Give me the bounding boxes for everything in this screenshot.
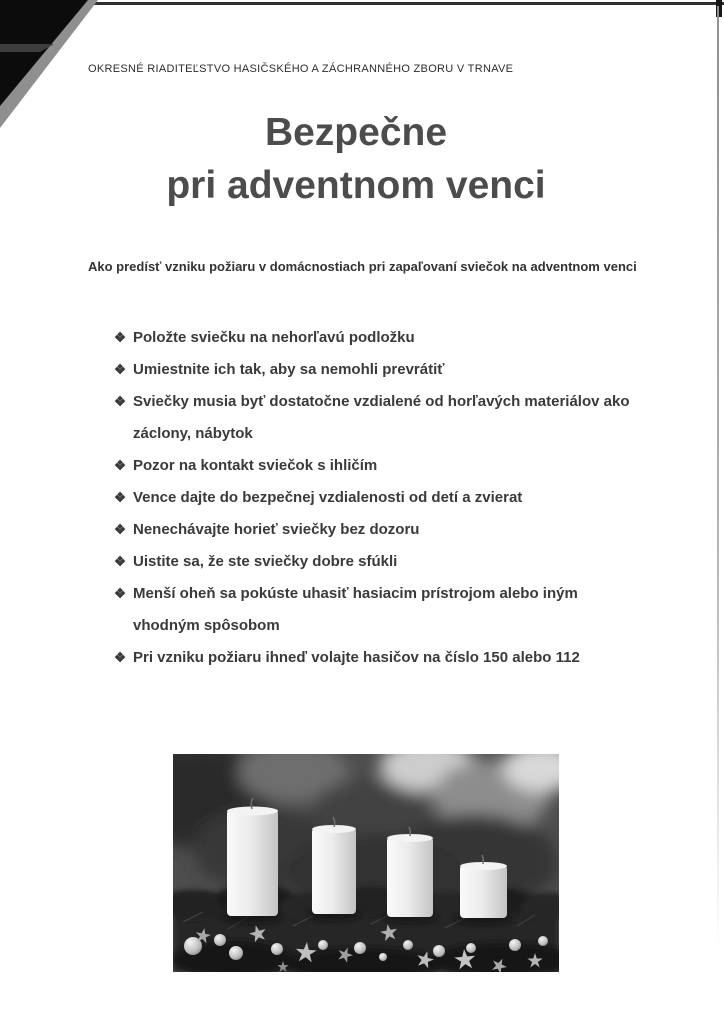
list-item [114, 546, 630, 578]
page-title [0, 106, 712, 212]
diamond-bullet-icon: ❖ [114, 458, 127, 473]
organization-header: OKRESNÉ RIADITEĽSTVO HASIČSKÉHO A ZÁCHRANNÉHO ZBORU V TRNAVE [88, 63, 514, 75]
candle-2 [312, 817, 356, 914]
diamond-bullet-icon: ❖ [114, 394, 127, 409]
list-item [114, 578, 630, 642]
candle-1 [227, 798, 278, 916]
list-item [114, 450, 630, 482]
list-item-text: Umiestnite ich tak, aby sa nemohli prevrátiť [133, 361, 445, 378]
scan-right-edge-line [717, 6, 719, 950]
diamond-bullet-icon: ❖ [114, 330, 127, 345]
advent-wreath-photo [173, 754, 559, 972]
diamond-bullet-icon: ❖ [114, 650, 127, 665]
diamond-bullet-icon: ❖ [114, 522, 127, 537]
diamond-bullet-icon: ❖ [114, 554, 127, 569]
diamond-bullet-icon: ❖ [114, 490, 127, 505]
list-item-text: Pri vzniku požiaru ihneď volajte hasičov na číslo 150 alebo 112 [133, 649, 580, 666]
list-item-text: Vence dajte do bezpečnej vzdialenosti od detí a zvierat [133, 489, 523, 506]
subtitle: Ako predísť vzniku požiaru v domácnostiach pri zapaľovaní sviečok na adventnom venci [88, 259, 637, 274]
list-item [114, 322, 630, 354]
safety-tips-list [114, 322, 630, 674]
list-item-text: Pozor na kontakt sviečok s ihličím [133, 457, 378, 474]
list-item-text: Nenechávajte horieť sviečky bez dozoru [133, 521, 420, 538]
list-item-text: Položte sviečku na nehorľavú podložku [133, 329, 415, 346]
list-item [114, 482, 630, 514]
scan-top-edge-line [0, 2, 724, 5]
list-item-text: Menší oheň sa pokúste uhasiť hasiacim prístrojom alebo iným vhodným spôsobom [133, 585, 578, 634]
list-item [114, 514, 630, 546]
diamond-bullet-icon: ❖ [114, 362, 127, 377]
diamond-bullet-icon: ❖ [114, 586, 127, 601]
advent-wreath-photo-graphic [173, 754, 559, 972]
list-item-text: Sviečky musia byť dostatočne vzdialené od horľavých materiálov ako záclony, nábytok [133, 393, 630, 442]
list-item-text: Uistite sa, že ste sviečky dobre sfúkli [133, 553, 398, 570]
candle-3 [387, 827, 433, 917]
page-title-line1: Bezpečne [264, 111, 448, 154]
list-item [114, 642, 630, 674]
list-item [114, 386, 630, 450]
list-item [114, 354, 630, 386]
candle-4 [460, 855, 507, 918]
page-title-line2: pri adventnom venci [166, 164, 546, 207]
